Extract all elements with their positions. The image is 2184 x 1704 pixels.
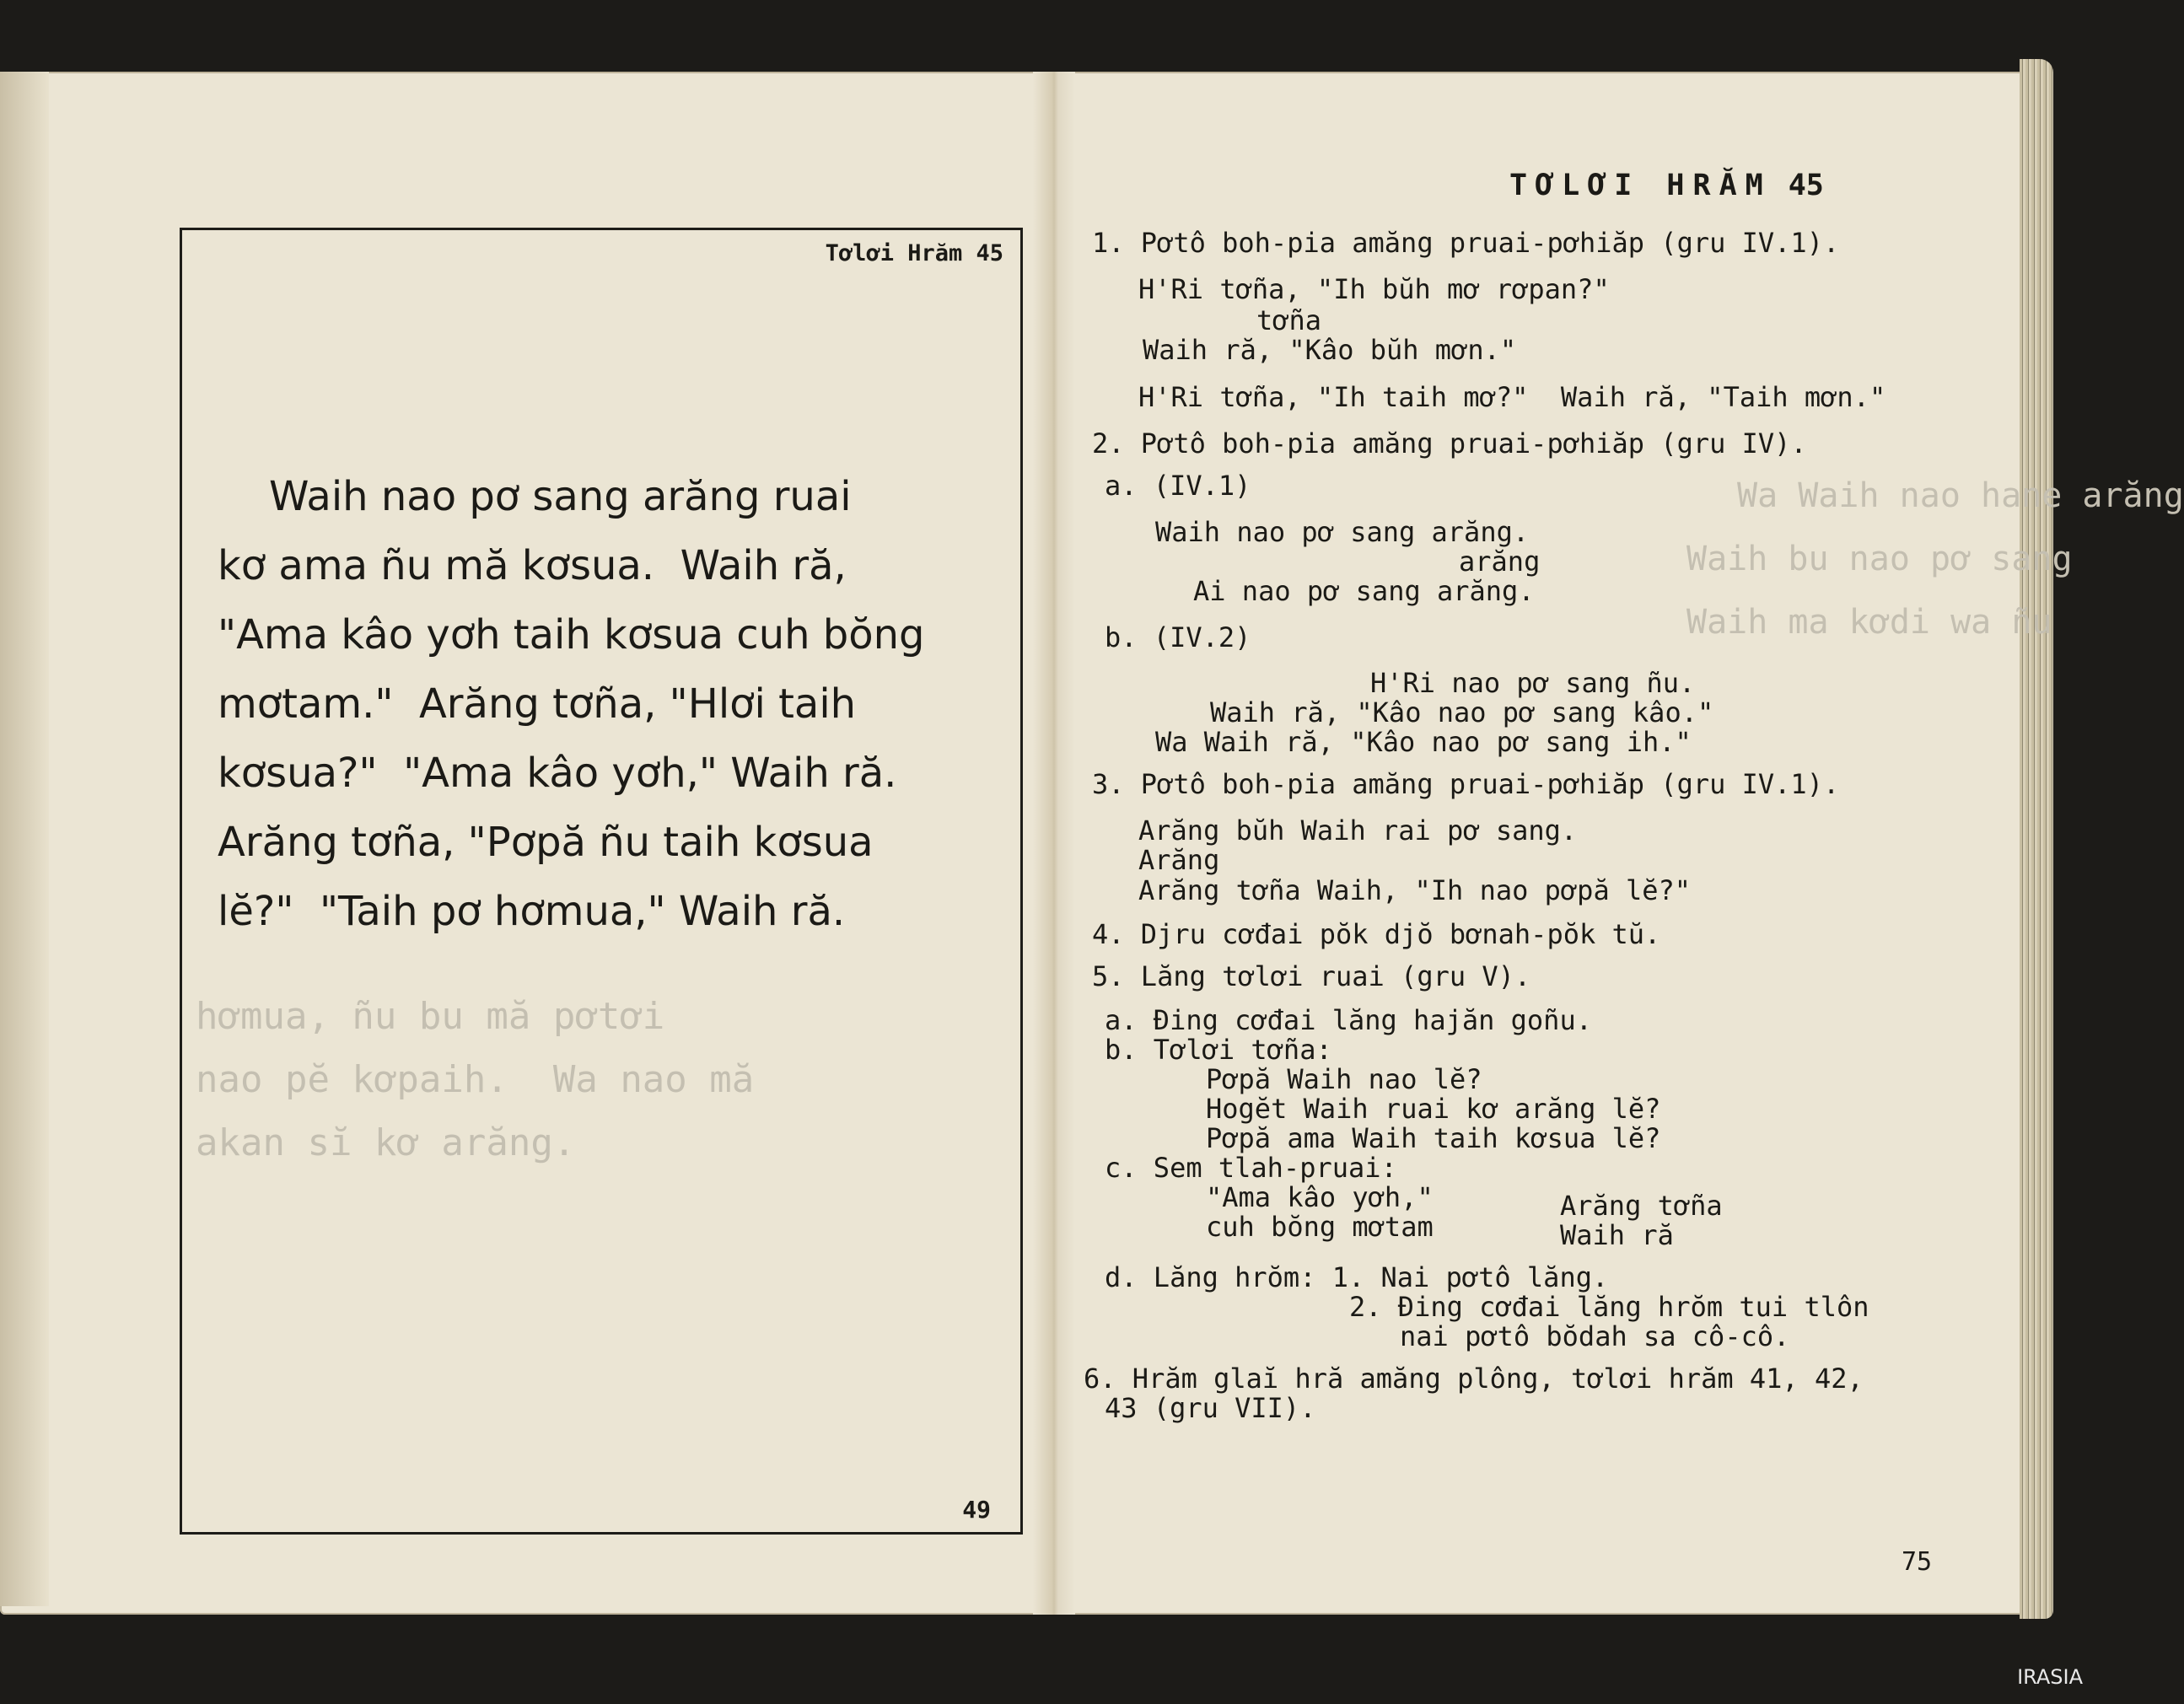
story-line: kơ ama ñu mă kơsua. Waih ră, <box>218 542 847 589</box>
header-title: TƠLƠI HRĂM <box>1509 169 1772 202</box>
instruction-line: 3. Pơtô boh-pia amăng pruai-pơhiăp (gru IV.1). <box>1092 768 1840 800</box>
instruction-line: Arăng bŭh Waih rai pơ sang. <box>1138 814 1578 847</box>
header-number: 45 <box>1788 169 1824 202</box>
inner-page-frame <box>180 228 1023 1535</box>
show-through-line: hơmua, ñu bu mă pơtơi <box>196 995 665 1038</box>
instruction-line: H'Ri nao pơ sang ñu. <box>1370 667 1696 699</box>
instruction-line: b. (IV.2) <box>1105 621 1251 653</box>
instruction-line: 6. Hrăm glaĭ hră amăng plông, tơlơi hrăm 41, 42, <box>1084 1363 1864 1395</box>
instruction-line: H'Ri tơña, "Ih bŭh mơ rơpan?" <box>1138 273 1610 305</box>
instruction-line: Waih ră <box>1560 1219 1674 1251</box>
instruction-line: nai pơtô bŏdah sa cô-cô. <box>1400 1320 1790 1352</box>
story-line: "Ama kâo yơh taih kơsua cuh bŏng <box>218 611 925 658</box>
story-line: Arăng tơña, "Pơpă ñu taih kơsua <box>218 819 874 866</box>
story-line: kơsua?" "Ama kâo yơh," Waih ră. <box>218 750 897 797</box>
instruction-line: 5. Lăng tơlơi ruai (gru V). <box>1092 960 1531 992</box>
story-line: mơtam." Arăng tơña, "Hlơi taih <box>218 680 857 728</box>
show-through-line: Waih ma kơdi wa ñu <box>1686 603 2052 642</box>
page-stack-edge <box>2020 59 2053 1619</box>
instruction-line: tơña <box>1256 304 1322 336</box>
instruction-line: Waih nao pơ sang arăng. <box>1155 516 1530 548</box>
instruction-line: Arăng tơña <box>1560 1190 1723 1222</box>
book-gutter <box>1033 72 1075 1615</box>
instruction-line: Pơpă ama Waih taih kơsua lĕ? <box>1206 1122 1661 1154</box>
show-through-line: Waih bu nao pơ sang <box>1686 540 2073 578</box>
story-text <box>218 462 1010 946</box>
watermark: IRASIA <box>2017 1665 2083 1689</box>
instruction-line: "Ama kâo yơh," <box>1206 1181 1434 1213</box>
instruction-line: 43 (gru VII). <box>1105 1392 1316 1424</box>
instruction-line: d. Lăng hrŏm: 1. Nai pơtô lăng. <box>1105 1261 1609 1293</box>
instruction-line: 4. Djru cơđai pŏk djŏ bơnah-pŏk tŭ. <box>1092 918 1661 950</box>
instruction-line: H'Ri tơña, "Ih taih mơ?" Waih ră, "Taih mơn." <box>1138 381 1886 413</box>
instruction-line: c. Sem tlah-pruai: <box>1105 1152 1397 1184</box>
instruction-line: 1. Pơtô boh-pia amăng pruai-pơhiăp (gru IV.1). <box>1092 227 1840 259</box>
instruction-line: a. (IV.1) <box>1105 470 1251 502</box>
story-line: lĕ?" "Taih pơ hơmua," Waih ră. <box>218 888 846 935</box>
instruction-line: cuh bŏng mơtam <box>1206 1211 1434 1243</box>
left-page-edge <box>0 72 49 1606</box>
instruction-line: Hogĕt Waih ruai kơ arăng lĕ? <box>1206 1093 1661 1125</box>
show-through-line: akan sĭ kơ arăng. <box>196 1121 576 1164</box>
story-line: Waih nao pơ sang arăng ruai <box>218 473 852 520</box>
inner-page-number: 49 <box>962 1496 991 1524</box>
instruction-line: a. Đing cơđai lăng hajăn goñu. <box>1105 1004 1592 1036</box>
inner-page-title: Tơlơi Hrăm 45 <box>825 240 1003 266</box>
show-through-line: Wa Waih nao hane arăng <box>1737 476 2184 515</box>
instruction-line: Ai nao pơ sang arăng. <box>1193 575 1535 607</box>
instruction-line: Pơpă Waih nao lĕ? <box>1206 1063 1482 1095</box>
page-header <box>1509 169 1824 202</box>
instruction-line: Arăng <box>1138 844 1220 876</box>
instruction-line: 2. Pơtô boh-pia amăng pruai-pơhiăp (gru IV). <box>1092 427 1807 460</box>
instruction-line: Waih ră, "Kâo nao pơ sang kâo." <box>1210 696 1714 728</box>
instruction-line: Wa Waih ră, "Kâo nao pơ sang ih." <box>1155 726 1692 758</box>
instruction-line: b. Tơlơi tơña: <box>1105 1034 1332 1066</box>
instruction-line: 2. Đing cơđai lăng hrŏm tui tlôn <box>1349 1291 1869 1323</box>
show-through-line: nao pĕ kơpaih. Wa nao mă <box>196 1058 755 1101</box>
page-number: 75 <box>1902 1547 1933 1577</box>
instruction-line: Waih ră, "Kâo bŭh mơn." <box>1143 334 1517 366</box>
instruction-line: arăng <box>1459 546 1541 578</box>
instruction-line: Arăng tơña Waih, "Ih nao pơpă lĕ?" <box>1138 874 1692 906</box>
